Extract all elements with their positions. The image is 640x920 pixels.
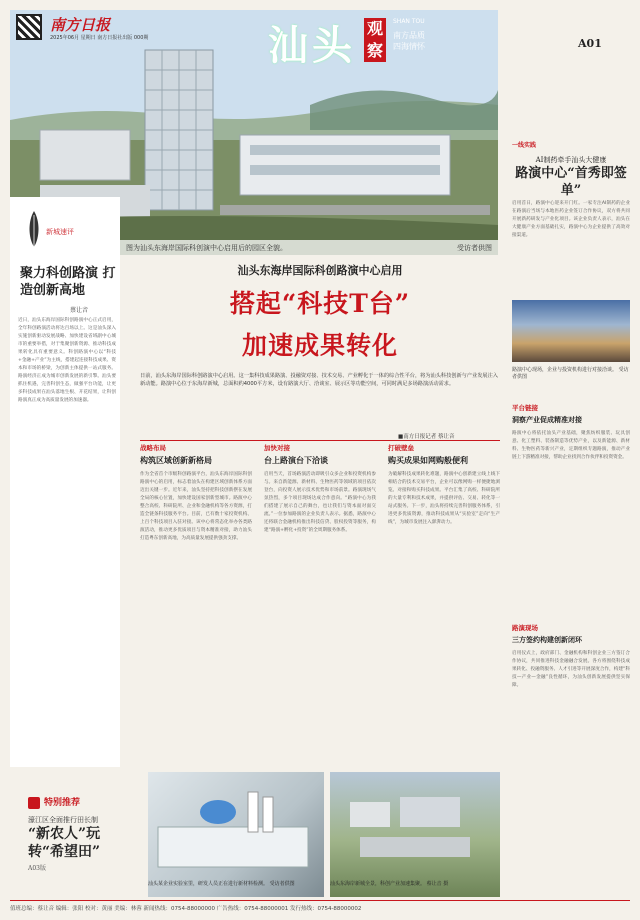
column-2-body: 启用当天，首场路演活动即吸引众多企业和投资机构参与。来自新能源、新材料、生物医药等领域的项目依次登台，向投资人展示技术优势和市场前景。路演现场气氛热烈，多个项目现场达成合作意向。“路演中心为我们搭建了展示自己的舞台，也让我们与资本面对面交流。”一位参加路演的企业负责人表示。据悉，路演中心还将联合金融机构推出科技信贷、股权投资等服务，构建“路演+孵化+投资”的全周期服务体系。 [264,472,376,533]
right-body-2: 路演中心将依托汕头产业基础，聚焦纺织服装、玩具创意、化工塑料、装备制造等优势产业，以及新能源、新材料、生物医药等新兴产业，定期组织专题路演，推动产业链上下游精准对接，帮助企业找到合作伙伴和投资资金。 [512,431,630,460]
column-3-body: 为破解科技成果转化难题，路演中心创新建立线上线下相结合的技术交易平台，企业可以像网购一样便捷地浏览、对接和购买科技成果。平台汇集了高校、科研院所的大量专利和技术成果，并提供评估、交易、转化等一站式服务。下一步，汕头将持续完善科创服务体系，引进更多优质资源，推动科技成果从“实验室”走向“生产线”，为城市发展注入澎湃动力。 [388,472,500,525]
city-title: 汕头 [268,22,356,69]
aerial-photo-caption [330,880,500,887]
lab-scene [148,772,324,880]
slogan-line-2: 四海情怀 [393,42,425,51]
aerial-photo [330,772,500,897]
column-1-kicker: 战略布局 [140,444,166,452]
article-column-3 [388,440,500,770]
special-recommend[interactable] [28,795,128,872]
right-body-3: 启用仪式上，政府部门、金融机构和科创企业三方签订合作协议，共同推进科技金融融合发展。各方将围绕科技成果转化、投融资服务、人才引进等开展深度合作，构建“科技—产业—金融”良性循环，为汕头创新发展提供坚实保障。 [512,651,630,688]
guan-cha-badge: 观察 [364,18,386,62]
special-label: 特别推荐 [44,798,81,808]
right-section-2 [512,620,630,890]
slogan [393,30,425,52]
aerial-caption-credit: 蔡让音 摄 [426,881,449,887]
right-kicker: 一线实践 [512,142,537,149]
column-2-kicker: 加快对接 [264,444,290,452]
slogan-line-1: 南方品质 [393,31,425,40]
column-2-head: 台上路演台下洽谈 [264,455,328,465]
recommend-icon [28,797,40,809]
commentary-body: 近日，汕头东海岸国际科创路演中心正式启用，全年科创路演活动将达百场以上。这是汕头深入实施创新驱动发展战略、加快建设省域副中心城市的重要举措，对于集聚创新资源、推动科技成果转化具有重要意义。科创路演中心以“科技+金融+产业”为主线，搭建起连接科技成果、资本和市场的桥梁，为创新主体提供一站式服务。路演经济正成为城市创新发展的新引擎。汕头要抓住机遇，完善科创生态，做强平台功能，让更多科技成果在汕头落地生根、开花结果，让科创路演真正成为高质量发展的加速器。 [18,318,116,403]
right-sub-2-head: 三方签约构建创新闭环 [512,635,582,644]
commentary-headline: 聚力科创路演 打造创新高地 [20,266,116,298]
paper-name: 南方日报 [50,16,111,34]
lab-photo-caption [148,880,318,887]
special-headline: “新农人”玩转“希望田” [28,825,101,860]
masthead [10,10,500,80]
right-sub-1-head: 洞察产业促成精准对接 [512,415,582,424]
footer-rule [10,900,630,901]
edition-letter: A [578,37,587,50]
right-photo-caption-text: 路演中心现场，企业与投资机构进行对接洽谈。 [512,367,618,373]
lab-photo [148,772,324,897]
hero-caption-credit: 受访者供图 [457,244,492,252]
right-photo-credit: 受访者供图 [512,367,629,380]
right-photo-caption [512,366,630,380]
special-page: A03版 [28,864,46,872]
right-photo [512,300,630,362]
right-feature [512,140,630,199]
footer-credits: 值班总编：蔡让音 编辑：张阳 校对：黄丽 美编：林蓉 新闻热线：0754-88000000 广告热线：0754-88000001 发行热线：0754-88000002 [10,906,362,912]
commentary-sidebar [10,197,120,767]
aerial-scene [330,772,500,880]
commentary-author: 蔡让音 [70,307,89,314]
aerial-caption-text: 汕头东海岸新城全景，科创产业加速集聚。 [330,881,426,887]
column-3-kicker: 打破壁垒 [388,444,414,452]
right-headline: 路演中心“首秀即签单” [515,166,627,198]
column-1-body: 作为全省首个市级科创路演平台，汕头东海岸国际科创路演中心的启用，标志着汕头在构建区域创新体系方面迈出关键一步。近年来，汕头坚持把科技创新摆在发展全局的核心位置，加快建设国家创新型城市。路演中心整合高校、科研院所、企业和金融机构等各方资源，打造全链条科技服务平台。目前，已有数十家投资机构、上百个科技项目入驻对接。该中心将常态化举办各类路演活动，推动更多优质项目与资本精准对接，助力汕头打造粤东创新高地，为高质量发展提供强劲支撑。 [140,472,252,541]
feather-pen-icon [26,211,42,251]
main-headline-block [140,262,500,362]
right-section-1 [512,400,630,605]
paper-meta: 2025年06月 星期日 南方日报社出版 000期 [50,35,149,41]
edition-number [578,32,602,51]
lab-caption-text: 汕头某企业实验室里，研发人员正在进行新材料检测。 [148,881,269,887]
main-kicker: 汕头东海岸国际科创路演中心启用 [237,264,403,277]
article-column-1 [140,440,252,770]
city-english: SHAN TOU [393,18,425,25]
special-sub: 濠江区全面推行田长制 [28,815,98,824]
right-pre-title: AI制药牵手汕头大健康 [535,156,607,164]
hero-caption-text: 图为汕头东海岸国际科创演中心启用后的园区全貌。 [126,244,287,252]
qr-code-icon [16,14,42,40]
main-headline-1: 搭起“科技T台” [229,289,411,318]
right-sub-1: 平台链接 [512,404,538,412]
commentary-tag: 新城速评 [46,228,74,236]
edition-num: 01 [586,37,602,50]
article-column-2 [264,440,376,770]
column-1-head: 构筑区域创新新格局 [140,455,212,465]
main-headline-2: 加速成果转化 [241,331,398,360]
main-author: ■南方日报记者 蔡让音 [398,434,455,440]
column-3-head: 购买成果如网购般便利 [388,455,468,465]
lab-caption-credit: 受访者供图 [269,881,295,887]
right-body-1: 启用首日，路演中心迎来开门红。一家专注AI制药的企业在路演后当场与本地医药企业签订合作协议，双方将共同开展新药研发与产业化项目。该企业负责人表示，汕头在大健康产业方面基础扎实，路演中心为企业提供了高效对接渠道。 [512,201,630,238]
hero-caption [120,240,498,255]
main-lead: 日前，汕头东海岸国际科创路演中心启用。这一集科技成果路演、投融资对接、技术交易、产业孵化于一体的综合性平台，将为汕头科技创新与产业发展注入新动能。路演中心位于东海岸新城，总面积约4000平方米，设有路演大厅、洽谈室、展示区等功能空间，可同时满足多场路演活动需求。 [140,373,498,387]
right-sub-2: 路演现场 [512,624,538,632]
